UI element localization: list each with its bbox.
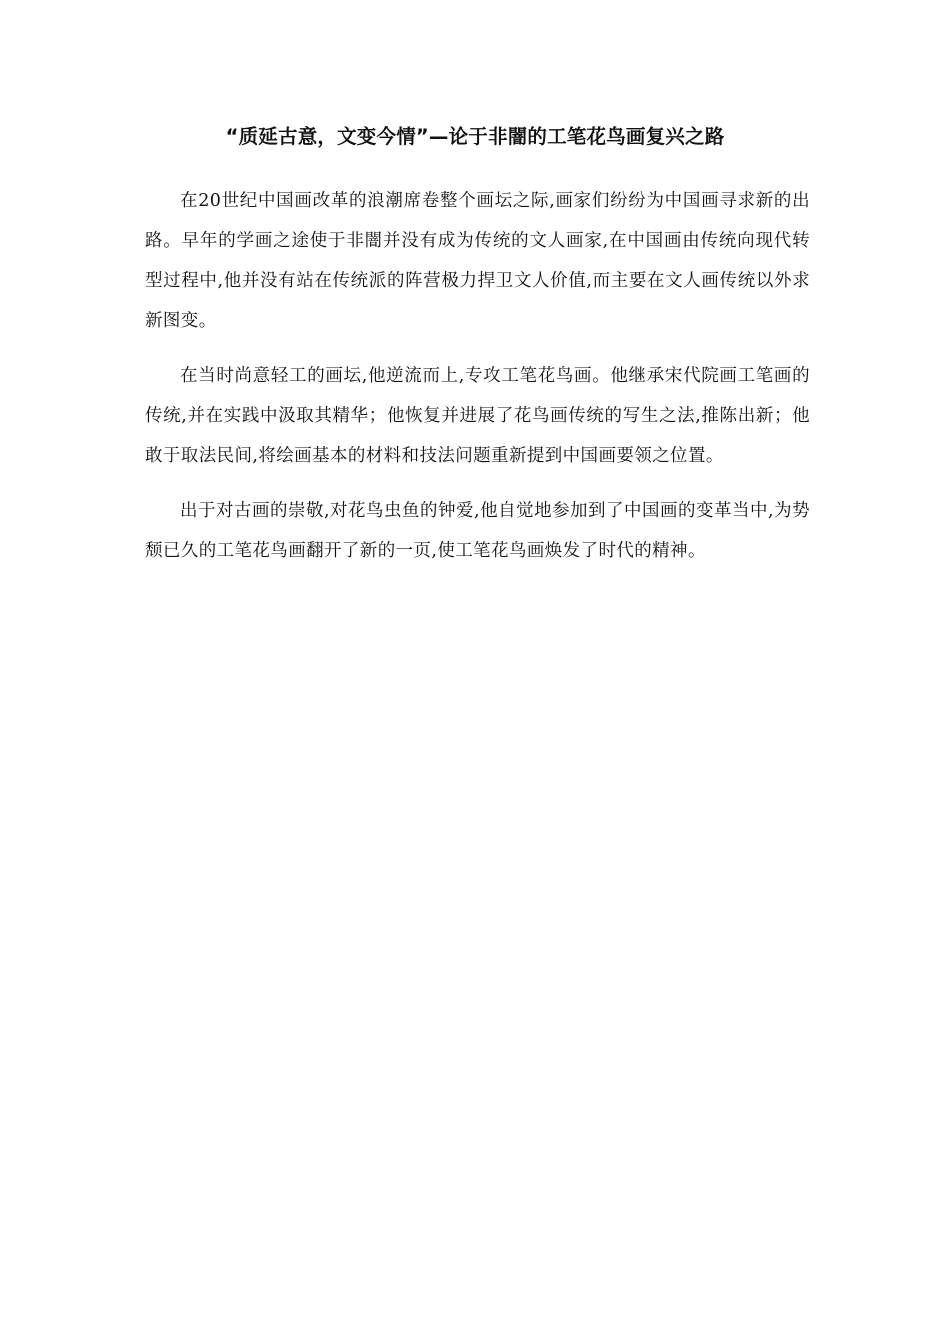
document-body: [145, 181, 810, 586]
paragraph: 出于对古画的崇敬,对花鸟虫鱼的钟爱,他自觉地参加到了中国画的变革当中,为势颓已久的工笔花鸟画翻开了新的一页,使工笔花鸟画焕发了时代的精神。: [145, 501, 810, 561]
document-title: “质延古意，文变今情”—论于非闇的工笔花鸟画复兴之路: [225, 125, 725, 148]
paragraph: 在20世纪中国画改革的浪潮席卷整个画坛之际,画家们纷纷为中国画寻求新的出路。早年的学画之途使于非闇并没有成为传统的文人画家,在中国画由传统向现代转型过程中,他并没有站在传统派的阵营极力捍卫文人价值,而主要在文人画传统以外求新图变。: [145, 191, 810, 331]
paragraph: 在当时尚意轻工的画坛,他逆流而上,专攻工笔花鸟画。他继承宋代院画工笔画的传统,并在实践中汲取其精华；他恢复并进展了花鸟画传统的写生之法,推陈出新；他敢于取法民间,将绘画基本的材料和技法问题重新提到中国画要领之位置。: [145, 366, 810, 466]
